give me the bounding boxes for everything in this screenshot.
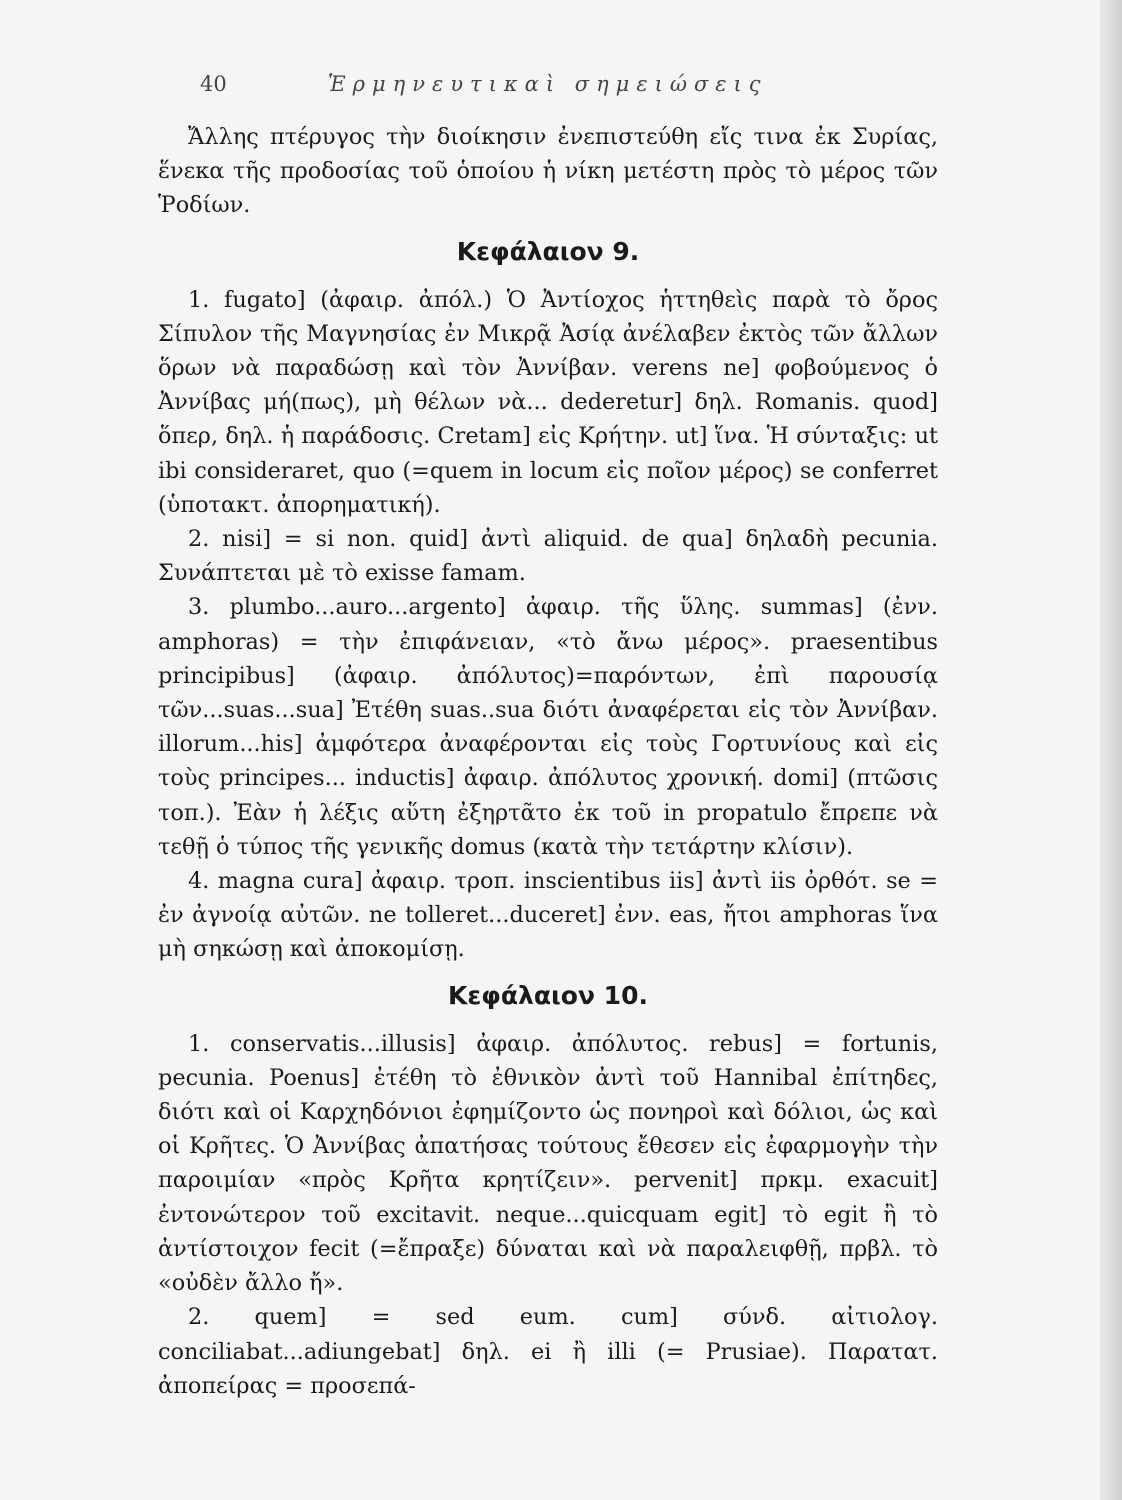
chapter-9-note-4: 4. magna cura] ἀφαιρ. τροπ. inscientibus iis] ἀντὶ iis ὀρθότ. se = ἐν ἀγνοίᾳ αὐτῶν. ne tolleret...duceret] ἐνν. eas, ἤτοι amphoras ἵνα μὴ σηκώσῃ καὶ ἀποκομίσῃ. (158, 868, 938, 963)
page-edge-shadow (1100, 0, 1122, 1500)
chapter-10-heading: Κεφάλαιον 10. (448, 980, 648, 1010)
chapter-10-note-2: 2. quem] = sed eum. cum] σύνδ. αἰτιολογ. conciliabat...adiungebat] δηλ. ei ἢ illi (= Prusiae). Παρατατ. ἀποπείρας = προσεπά- (158, 1304, 938, 1399)
chapter-9-note-1: 1. fugato] (ἀφαιρ. ἀπόλ.) Ὁ Ἀντίοχος ἡττηθεὶς παρὰ τὸ ὄρος Σίπυλον τῆς Μαγνησίας ἐν Μικρᾷ Ἀσίᾳ ἀνέλαβεν ἐκτὸς τῶν ἄλλων ὅρων νὰ παραδώσῃ καὶ τὸν Ἀννίβαν. verens ne] φοβούμενος ὁ Ἀννίβας μή(πως), μὴ θέλων νὰ... dederetur] δηλ. Romanis. quod] ὅπερ, δηλ. ἡ παράδοσις. Cretam] εἰς Κρήτην. ut] ἵνα. Ἡ σύνταξις: ut ibi consideraret, quo (=quem in locum εἰς ποῖον μέρος) se conferret (ὑποτακτ. ἀπορηματική). (158, 286, 938, 518)
intro-paragraph: Ἄλλης πτέρυγος τὴν διοίκησιν ἐνεπιστεύθη εἴς τινα ἐκ Συρίας, ἕνεκα τῆς προδοσίας τοῦ ὁποίου ἡ νίκη μετέστη πρὸς τὸ μέρος τῶν Ῥοδίων. (158, 124, 938, 219)
chapter-10-note-1: 1. conservatis...illusis] ἀφαιρ. ἀπόλυτος. rebus] = fortunis, pecunia. Poenus] ἐτέθη τὸ ἐθνικὸν ἀντὶ τοῦ Hannibal ἐπίτηδες, διότι καὶ οἱ Καρχηδόνιοι ἐφημίζοντο ὡς πονηροὶ καὶ δόλιοι, ὡς καὶ οἱ Κρῆτες. Ὁ Ἀννίβας ἀπατήσας τούτους ἔθεσεν εἰς ἐφαρμογὴν τὴν παροιμίαν «πρὸς Κρῆτα κρητίζειν». pervenit] πρκμ. exacuit] ἐντονώτερον τοῦ excitavit. neque...quicquam egit] τὸ egit ἢ τὸ ἀντίστοιχον fecit (=ἔπραξε) δύναται καὶ νὰ παραλειφθῇ, πρβλ. τὸ «οὐδὲν ἄλλο ἤ». (158, 1030, 938, 1297)
chapter-9-note-2: 2. nisi] = si non. quid] ἀντὶ aliquid. de qua] δηλαδὴ pecunia. Συνάπτεται μὲ τὸ exisse famam. (158, 526, 938, 587)
running-title: Ἑρμηνευτικαὶ σημειώσεις (328, 72, 768, 96)
chapter-9-note-3: 3. plumbo...auro...argento] ἀφαιρ. τῆς ὕλης. summas] (ἐνν. amphoras) = τὴν ἐπιφάνειαν, «τὸ ἄνω μέρος». praesentibus principibus] (ἀφαιρ. ἀπόλυτος)=παρόντων, ἐπὶ παρουσίᾳ τῶν...suas...sua] Ἐτέθη suas..sua διότι ἀναφέρεται εἰς τὸν Ἀννίβαν. illorum...his] ἀμφότερα ἀναφέρονται εἰς τοὺς Γορτυνίους καὶ εἰς τοὺς principes... inductis] ἀφαιρ. ἀπόλυτος χρονική. domi] (πτῶσις τοπ.). Ἐὰν ἡ λέξις αὕτη ἐξηρτᾶτο ἐκ τοῦ in propatulo ἔπρεπε νὰ τεθῇ ὁ τύπος τῆς γενικῆς domus (κατὰ τὴν τετάρτην κλίσιν). (158, 594, 938, 860)
body-text (158, 120, 938, 1403)
chapter-9-heading: Κεφάλαιον 9. (456, 236, 640, 266)
page-number: 40 (200, 72, 227, 96)
